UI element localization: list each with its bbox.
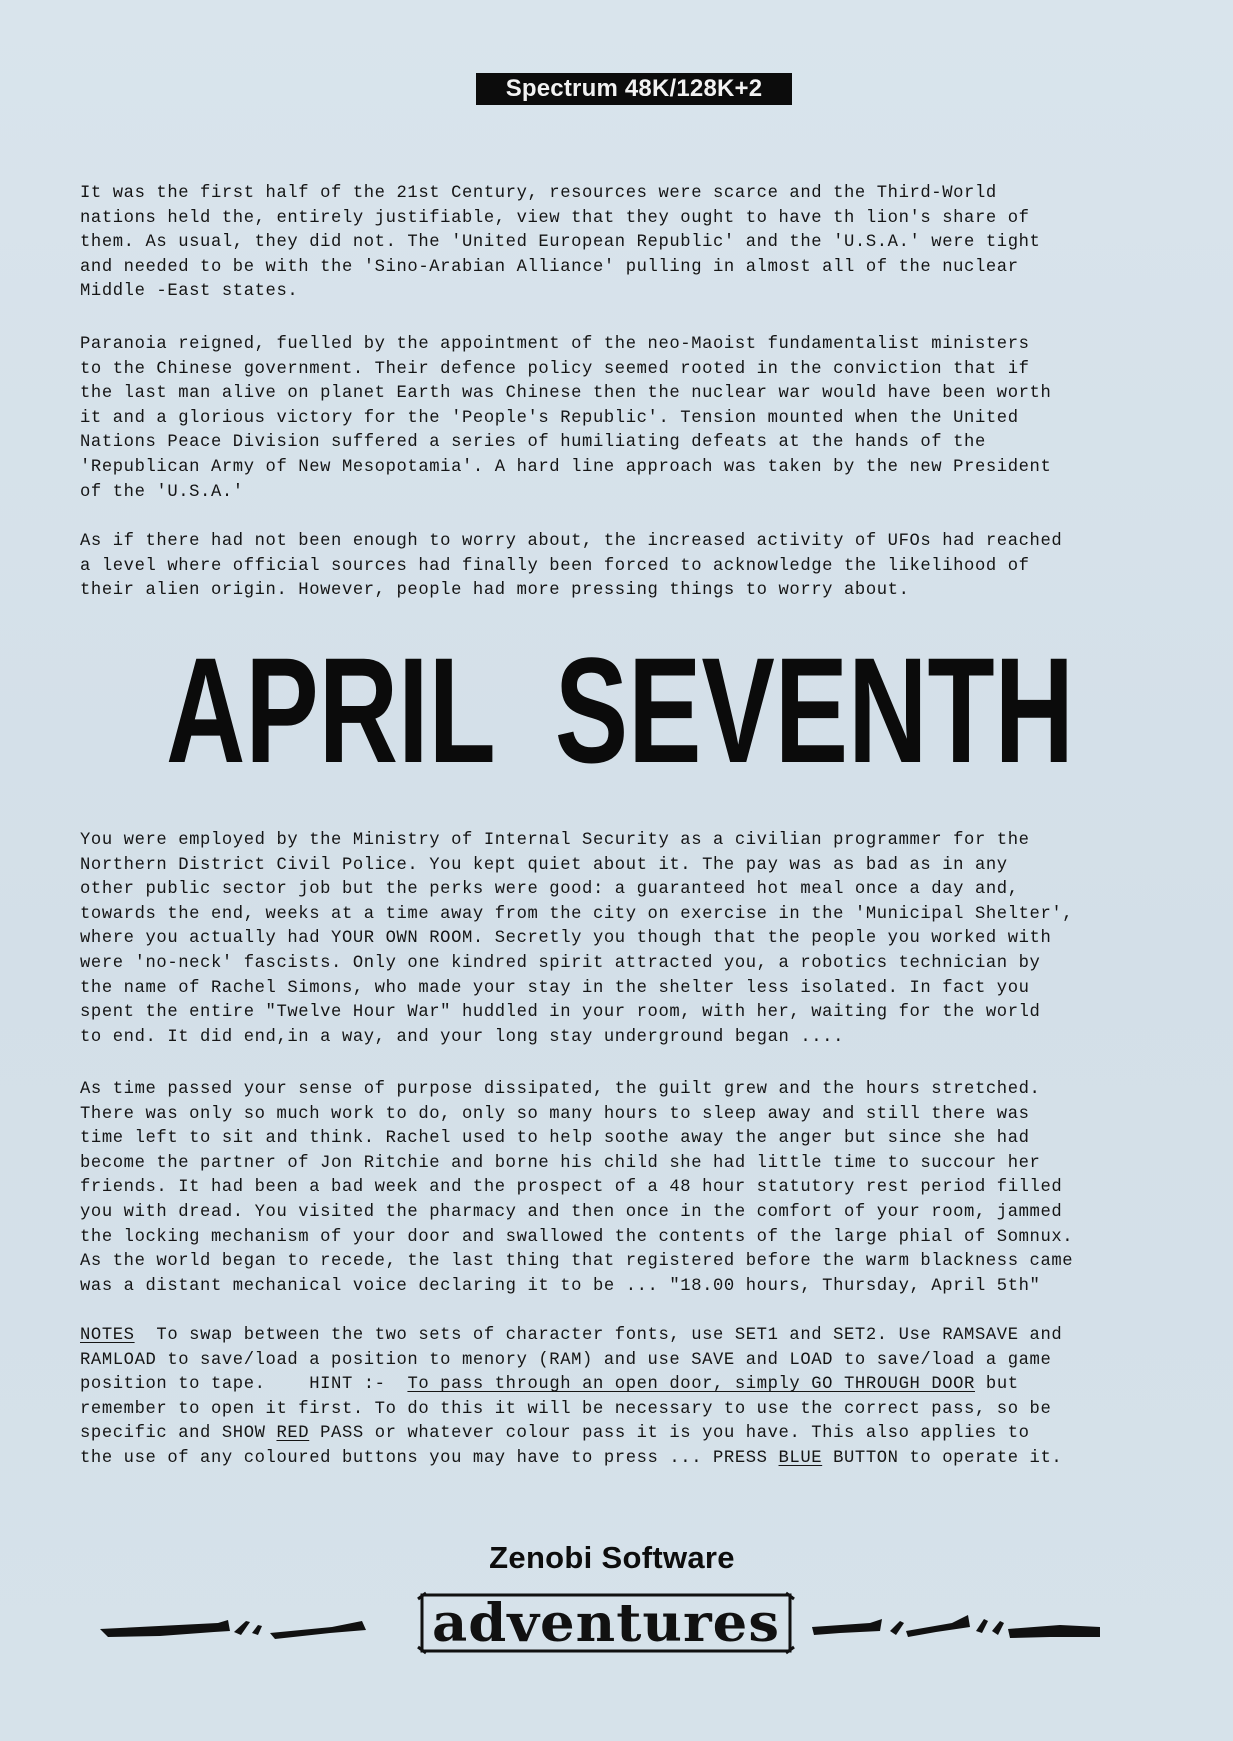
text-line: friends. It had been a bad week and the prospect of a 48 hour statutory rest period filled (80, 1178, 1063, 1198)
text-line: to end. It did end,in a way, and your long stay underground began .... (80, 1027, 844, 1047)
text-line: There was only so much work to do, only so many hours to sleep away and still there was (80, 1104, 1030, 1124)
text-line: As time passed your sense of purpose dissipated, the guilt grew and the hours stretched. (80, 1080, 1041, 1099)
text-line: the locking mechanism of your door and swallowed the contents of the large phial of Somnux. (80, 1227, 1074, 1247)
platform-badge: Spectrum 48K/128K+2 (476, 73, 792, 105)
text-line: As the world began to recede, the last thing that registered before the warm blackness came (80, 1252, 1074, 1272)
intro-paragraph-2 (80, 333, 1205, 505)
text-line: them. As usual, they did not. The 'United European Republic' and the 'U.S.A.' were tight (80, 233, 1041, 253)
text-line: You were employed by the Ministry of Internal Security as a civilian programmer for the (80, 831, 1030, 850)
notes-line (80, 1373, 1205, 1398)
text-line: other public sector job but the perks were good: a guaranteed hot meal once a day and, (80, 880, 1019, 900)
notes-line (80, 1324, 1205, 1349)
text-line: Middle -East states. (80, 282, 299, 302)
notes-text: the use of any coloured buttons you may have to press ... PRESS (80, 1448, 779, 1468)
text-line: it and a glorious victory for the 'People's Republic'. Tension mounted when the United (80, 408, 1019, 428)
logo-word-frame (418, 1593, 794, 1654)
text-line: It was the first half of the 21st Century, resources were scarce and the Third-World (80, 184, 997, 203)
text-line: were 'no-neck' fascists. Only one kindred spirit attracted you, a robotics technician by (80, 953, 1041, 973)
notes-line: remember to open it first. To do this it will be necessary to use the correct pass, so be (80, 1399, 1052, 1419)
intro-paragraph-3 (80, 530, 1205, 604)
text-line: As if there had not been enough to worry about, the increased activity of UFOs had reached (80, 532, 1063, 551)
text-line: and needed to be with the 'Sino-Arabian Alliance' pulling in almost all of the nuclear (80, 257, 1019, 277)
notes-text: To swap between the two sets of character fonts, use SET1 and SET2. Use RAMSAVE and (134, 1326, 1063, 1345)
text-line: the name of Rachel Simons, who made your stay in the shelter less isolated. In fact you (80, 978, 1030, 998)
left-brush-strokes (100, 1620, 366, 1639)
text-line: 'Republican Army of New Mesopotamia'. A hard line approach was taken by the new President (80, 457, 1052, 477)
notes-text: BUTTON to operate it. (822, 1448, 1063, 1468)
text-line: to the Chinese government. Their defence policy seemed rooted in the conviction that if (80, 359, 1030, 379)
text-line: spent the entire "Twelve Hour War" huddled in your room, with her, waiting for the world (80, 1003, 1041, 1023)
logo-word: adventures (432, 1593, 780, 1654)
right-brush-strokes (812, 1615, 1100, 1638)
text-line: you with dread. You visited the pharmacy and then once in the comfort of your room, jammed (80, 1202, 1063, 1222)
text-line: towards the end, weeks at a time away from the city on exercise in the 'Municipal Shelter', (80, 904, 1074, 924)
text-line: of the 'U.S.A.' (80, 482, 244, 502)
notes-text: PASS or whatever colour pass it is you have. This also applies to (309, 1424, 1030, 1444)
story-paragraph-2 (80, 1078, 1205, 1299)
notes-text: position to tape. HINT :- (80, 1375, 408, 1395)
notes-label: NOTES (80, 1326, 135, 1345)
text-line: their alien origin. However, people had more pressing things to worry about. (80, 581, 910, 601)
text-line: Nations Peace Division suffered a series of humiliating defeats at the hands of the (80, 433, 986, 453)
publisher-name: Zenobi Software (489, 1540, 735, 1575)
story-paragraph-1 (80, 829, 1205, 1050)
blue-word: BLUE (778, 1448, 823, 1468)
text-line: Paranoia reigned, fuelled by the appointment of the neo-Maoist fundamentalist ministers (80, 335, 1030, 354)
notes-text: specific and SHOW (80, 1424, 277, 1444)
notes-line (80, 1422, 1205, 1447)
text-line: where you actually had YOUR OWN ROOM. Secretly you though that the people you worked with (80, 929, 1052, 949)
text-line: become the partner of Jon Ritchie and borne his child she had little time to succour her (80, 1153, 1041, 1173)
game-title (120, 628, 1120, 778)
notes-line (80, 1447, 1205, 1472)
text-line: nations held the, entirely justifiable, view that they ought to have th lion's share of (80, 208, 1030, 228)
red-word: RED (276, 1424, 310, 1444)
text-line: a level where official sources had finally been forced to acknowledge the likelihood of (80, 556, 1030, 576)
text-line: was a distant mechanical voice declaring it to be ... "18.00 hours, Thursday, April 5th" (80, 1276, 1041, 1296)
notes-section (80, 1324, 1205, 1472)
intro-paragraph-1 (80, 182, 1205, 305)
text-line: time left to sit and think. Rachel used to help soothe away the anger but since she had (80, 1129, 1030, 1149)
notes-text: but (974, 1375, 1019, 1395)
notes-line: RAMLOAD to save/load a position to menory (RAM) and use SAVE and LOAD to save/load a game (80, 1350, 1052, 1370)
game-title-text: APRIL SEVENTH (166, 628, 1074, 778)
text-line: Northern District Civil Police. You kept quiet about it. The pay was as bad as in any (80, 855, 1008, 875)
adventures-logo (100, 1585, 1110, 1655)
text-line: the last man alive on planet Earth was Chinese then the nuclear war would have been worth (80, 384, 1052, 404)
hint-text: To pass through an open door, simply GO THROUGH DOOR (407, 1375, 975, 1395)
